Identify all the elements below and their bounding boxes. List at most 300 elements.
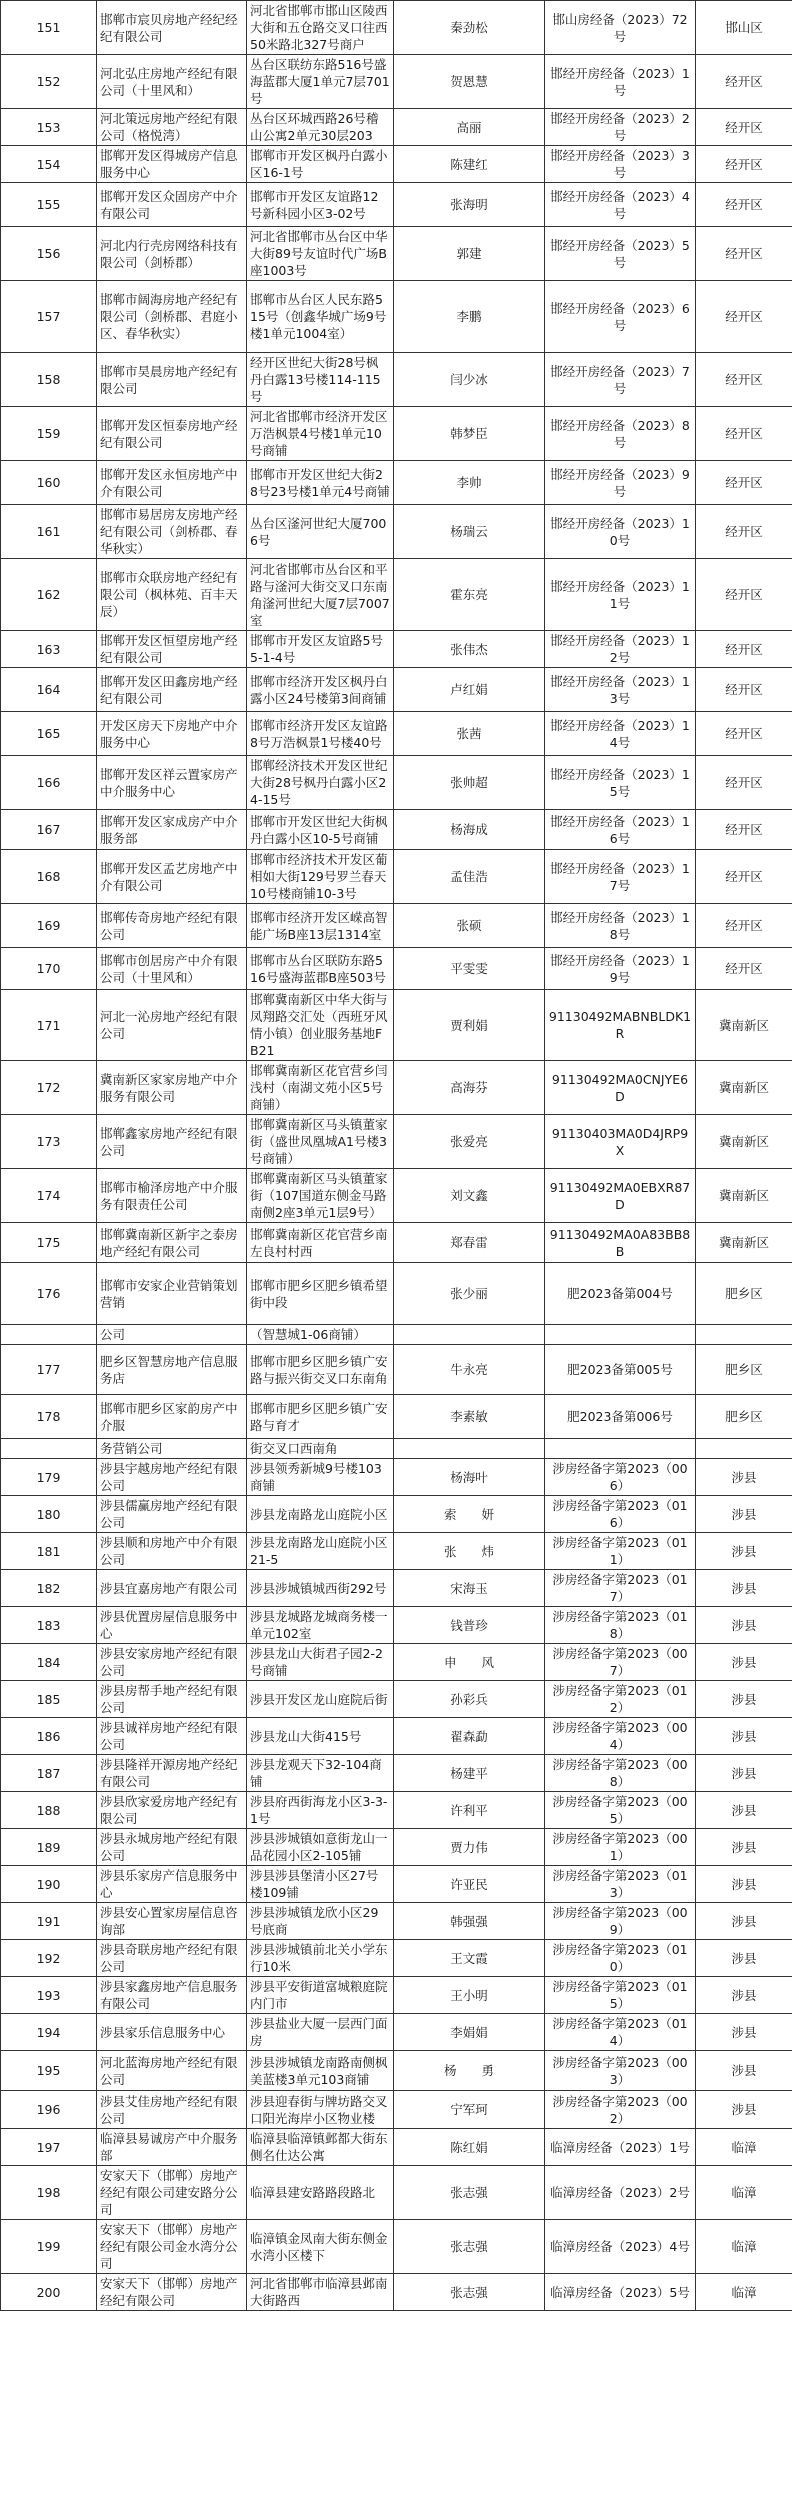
region-cell: 临漳 bbox=[696, 2274, 792, 2311]
table-row bbox=[1, 1395, 792, 1439]
region-cell: 经开区 bbox=[696, 109, 792, 146]
license-number-cell bbox=[545, 1325, 696, 1345]
company-name-cell: 邯郸开发区众固房产中介有限公司 bbox=[97, 183, 247, 227]
address-cell: 河北省邯郸市丛台区中华大街89号友谊时代广场B座1003号 bbox=[247, 227, 394, 281]
region-cell: 冀南新区 bbox=[696, 990, 792, 1061]
address-cell: 邯郸冀南新区花官营乡南左良村村西 bbox=[247, 1223, 394, 1263]
address-cell: 邯郸冀南新区中华大街与凤翔路交汇处（西班牙风情小镇）创业服务基地FB21 bbox=[247, 990, 394, 1061]
license-number-cell: 邯经开房经备（2023）17号 bbox=[545, 850, 696, 904]
region-cell: 肥乡区 bbox=[696, 1395, 792, 1439]
address-cell: 涉县龙南路龙山庭院小区21-5 bbox=[247, 1533, 394, 1570]
region-cell: 经开区 bbox=[696, 948, 792, 990]
address-cell: 邯郸市经济技术开发区葡相如大街129号罗兰春天10号楼商铺10-3号 bbox=[247, 850, 394, 904]
company-name-cell: 涉县乐家房产信息服务中心 bbox=[97, 1866, 247, 1903]
table-row bbox=[1, 227, 792, 281]
record-no-cell: 168 bbox=[1, 850, 97, 904]
region-cell bbox=[696, 1439, 792, 1459]
license-number-cell: 邯经开房经备（2023）19号 bbox=[545, 948, 696, 990]
region-cell: 涉县 bbox=[696, 1792, 792, 1829]
table-row bbox=[1, 1940, 792, 1977]
agent-name-cell: 张志强 bbox=[394, 2274, 545, 2311]
agent-name-cell: 许利平 bbox=[394, 1792, 545, 1829]
license-number-cell: 邯经开房经备（2023）10号 bbox=[545, 505, 696, 559]
table-row bbox=[1, 1681, 792, 1718]
region-cell: 经开区 bbox=[696, 353, 792, 407]
region-cell: 涉县 bbox=[696, 1644, 792, 1681]
company-name-cell: 邯郸市创居房产中介有限公司（十里风和） bbox=[97, 948, 247, 990]
company-name-cell: 公司 bbox=[97, 1325, 247, 1345]
table-row bbox=[1, 2274, 792, 2311]
address-cell: 街交叉口西南角 bbox=[247, 1439, 394, 1459]
address-cell: 涉县涉城镇前北关小学东行10米 bbox=[247, 1940, 394, 1977]
record-no-cell: 171 bbox=[1, 990, 97, 1061]
address-cell: 邯郸市肥乡区肥乡镇广安路与振兴街交叉口东南角 bbox=[247, 1345, 394, 1395]
address-cell: 丛台区滏河世纪大厦7006号 bbox=[247, 505, 394, 559]
region-cell: 涉县 bbox=[696, 1496, 792, 1533]
region-cell: 涉县 bbox=[696, 2051, 792, 2091]
agent-name-cell: 张少丽 bbox=[394, 1263, 545, 1325]
license-number-cell: 邯山房经备（2023）72号 bbox=[545, 1, 696, 55]
agent-name-cell: 申 风 bbox=[394, 1644, 545, 1681]
agent-name-cell: 平雯雯 bbox=[394, 948, 545, 990]
table-row bbox=[1, 407, 792, 461]
agent-name-cell: 王文霞 bbox=[394, 1940, 545, 1977]
license-number-cell: 肥2023备第006号 bbox=[545, 1395, 696, 1439]
agent-name-cell: 李帅 bbox=[394, 461, 545, 505]
record-no-cell: 178 bbox=[1, 1395, 97, 1439]
agent-name-cell: 杨海成 bbox=[394, 810, 545, 850]
record-no-cell bbox=[1, 1439, 97, 1459]
agent-name-cell: 王小明 bbox=[394, 1977, 545, 2014]
agent-name-cell: 孟佳浩 bbox=[394, 850, 545, 904]
agent-name-cell: 高丽 bbox=[394, 109, 545, 146]
address-cell: 邯郸市开发区友谊路5号5-1-4号 bbox=[247, 631, 394, 668]
company-name-cell: 涉县宜嘉房地产有限公司 bbox=[97, 1570, 247, 1607]
address-cell: 邯郸冀南新区马头镇董家街（盛世凤凰城A1号楼3号商铺） bbox=[247, 1115, 394, 1169]
license-number-cell: 邯经开房经备（2023）18号 bbox=[545, 904, 696, 948]
address-cell: 涉县涉城镇城西街292号 bbox=[247, 1570, 394, 1607]
license-number-cell: 邯经开房经备（2023）13号 bbox=[545, 668, 696, 712]
record-no-cell: 200 bbox=[1, 2274, 97, 2311]
table-row bbox=[1, 1169, 792, 1223]
license-number-cell: 邯经开房经备（2023）6号 bbox=[545, 281, 696, 353]
table-row bbox=[1, 559, 792, 631]
record-no-cell: 162 bbox=[1, 559, 97, 631]
agent-name-cell: 索 妍 bbox=[394, 1496, 545, 1533]
agent-name-cell: 张茜 bbox=[394, 712, 545, 756]
company-name-cell: 邯郸市易居房友房地产经纪有限公司（剑桥郡、春华秋实） bbox=[97, 505, 247, 559]
table-row bbox=[1, 1115, 792, 1169]
agent-name-cell: 张爱亮 bbox=[394, 1115, 545, 1169]
region-cell: 经开区 bbox=[696, 281, 792, 353]
company-name-cell: 邯郸市肥乡区家韵房产中介服 bbox=[97, 1395, 247, 1439]
address-cell: （智慧城1-06商铺） bbox=[247, 1325, 394, 1345]
table-row bbox=[1, 2014, 792, 2051]
record-no-cell: 195 bbox=[1, 2051, 97, 2091]
record-no-cell: 154 bbox=[1, 146, 97, 183]
license-number-cell: 91130492MA0A83BB8B bbox=[545, 1223, 696, 1263]
license-number-cell: 临漳房经备（2023）1号 bbox=[545, 2129, 696, 2166]
region-cell: 涉县 bbox=[696, 1829, 792, 1866]
agent-name-cell: 高海芬 bbox=[394, 1061, 545, 1115]
company-name-cell: 涉县奇联房地产经纪有限公司 bbox=[97, 1940, 247, 1977]
record-no-cell: 184 bbox=[1, 1644, 97, 1681]
license-number-cell: 涉房经备字第2023（008） bbox=[545, 1755, 696, 1792]
record-no-cell: 189 bbox=[1, 1829, 97, 1866]
address-cell: 邯郸市经济开发区枫丹白露小区24号楼第3间商铺 bbox=[247, 668, 394, 712]
company-name-cell: 务营销公司 bbox=[97, 1439, 247, 1459]
table-row bbox=[1, 1325, 792, 1345]
record-no-cell: 158 bbox=[1, 353, 97, 407]
company-name-cell: 河北蓝海房地产经纪有限公司 bbox=[97, 2051, 247, 2091]
record-no-cell: 198 bbox=[1, 2166, 97, 2220]
company-name-cell: 河北弘庄房地产经纪有限公司（十里风和） bbox=[97, 55, 247, 109]
agent-name-cell: 贾力伟 bbox=[394, 1829, 545, 1866]
address-cell: 邯郸市经济开发区嵘高智能广场B座13层1314室 bbox=[247, 904, 394, 948]
license-number-cell: 涉房经备字第2023（010） bbox=[545, 1940, 696, 1977]
region-cell: 经开区 bbox=[696, 756, 792, 810]
company-name-cell: 邯郸开发区永恒房地产中介有限公司 bbox=[97, 461, 247, 505]
table-row bbox=[1, 756, 792, 810]
table-row bbox=[1, 1223, 792, 1263]
agent-name-cell: 张伟杰 bbox=[394, 631, 545, 668]
record-no-cell: 197 bbox=[1, 2129, 97, 2166]
address-cell: 涉县龙山大街君子园2-2号商铺 bbox=[247, 1644, 394, 1681]
address-cell: 涉县迎春街与牌坊路交叉口阳光海岸小区物业楼 bbox=[247, 2091, 394, 2129]
table-row bbox=[1, 2129, 792, 2166]
address-cell: 河北省邯郸市经济开发区万浩枫景4号楼1单元10号商铺 bbox=[247, 407, 394, 461]
company-name-cell: 邯郸鑫家房地产经纪有限公司 bbox=[97, 1115, 247, 1169]
company-name-cell: 涉县安心置家房屋信息咨询部 bbox=[97, 1903, 247, 1940]
agent-name-cell: 李娟娟 bbox=[394, 2014, 545, 2051]
table-row bbox=[1, 2166, 792, 2220]
agent-name-cell: 张帅超 bbox=[394, 756, 545, 810]
table-row bbox=[1, 2051, 792, 2091]
record-no-cell: 196 bbox=[1, 2091, 97, 2129]
address-cell: 涉县涉县堡清小区27号楼109铺 bbox=[247, 1866, 394, 1903]
license-number-cell: 涉房经备字第2023（014） bbox=[545, 2014, 696, 2051]
region-cell: 临漳 bbox=[696, 2129, 792, 2166]
region-cell: 经开区 bbox=[696, 183, 792, 227]
license-number-cell: 肥2023备第004号 bbox=[545, 1263, 696, 1325]
record-no-cell: 169 bbox=[1, 904, 97, 948]
record-no-cell: 159 bbox=[1, 407, 97, 461]
company-name-cell: 涉县家乐信息服务中心 bbox=[97, 2014, 247, 2051]
record-no-cell: 180 bbox=[1, 1496, 97, 1533]
agent-name-cell: 韩强强 bbox=[394, 1903, 545, 1940]
address-cell: 邯郸市肥乡区肥乡镇希望街中段 bbox=[247, 1263, 394, 1325]
region-cell: 经开区 bbox=[696, 904, 792, 948]
table-row bbox=[1, 183, 792, 227]
table-row bbox=[1, 904, 792, 948]
table-row bbox=[1, 1829, 792, 1866]
region-cell: 肥乡区 bbox=[696, 1345, 792, 1395]
agent-name-cell: 张 炜 bbox=[394, 1533, 545, 1570]
region-cell: 肥乡区 bbox=[696, 1263, 792, 1325]
address-cell: 涉县龙城路龙城商务楼一单元102室 bbox=[247, 1607, 394, 1644]
license-number-cell: 涉房经备字第2023（016） bbox=[545, 1496, 696, 1533]
agent-name-cell: 杨建平 bbox=[394, 1755, 545, 1792]
table-row bbox=[1, 1755, 792, 1792]
record-no-cell: 165 bbox=[1, 712, 97, 756]
table-row bbox=[1, 2220, 792, 2274]
record-no-cell: 160 bbox=[1, 461, 97, 505]
record-no-cell: 151 bbox=[1, 1, 97, 55]
table-row bbox=[1, 850, 792, 904]
region-cell: 临漳 bbox=[696, 2166, 792, 2220]
agent-name-cell bbox=[394, 1325, 545, 1345]
company-name-cell: 邯郸开发区孟艺房地产中介有限公司 bbox=[97, 850, 247, 904]
region-cell: 涉县 bbox=[696, 1903, 792, 1940]
license-number-cell: 涉房经备字第2023（011） bbox=[545, 1533, 696, 1570]
license-number-cell: 临漳房经备（2023）4号 bbox=[545, 2220, 696, 2274]
address-cell: 邯郸市经济开发区友谊路8号万浩枫景1号楼40号 bbox=[247, 712, 394, 756]
table-row bbox=[1, 461, 792, 505]
company-name-cell: 安家天下（邯郸）房地产经纪有限公司金水湾分公司 bbox=[97, 2220, 247, 2274]
company-name-cell: 邯郸冀南新区新宇之泰房地产经纪有限公司 bbox=[97, 1223, 247, 1263]
region-cell: 经开区 bbox=[696, 810, 792, 850]
company-name-cell: 涉县顺和房地产中介有限公司 bbox=[97, 1533, 247, 1570]
record-no-cell: 174 bbox=[1, 1169, 97, 1223]
address-cell: 涉县龙山大街415号 bbox=[247, 1718, 394, 1755]
company-name-cell: 冀南新区家家房地产中介服务有限公司 bbox=[97, 1061, 247, 1115]
address-cell: 涉县府西街海龙小区3-3-1号 bbox=[247, 1792, 394, 1829]
company-name-cell: 临漳县易诚房产中介服务部 bbox=[97, 2129, 247, 2166]
table-row bbox=[1, 712, 792, 756]
address-cell: 邯郸冀南新区花官营乡闫浅村（南湖文苑小区5号商铺） bbox=[247, 1061, 394, 1115]
record-no-cell: 161 bbox=[1, 505, 97, 559]
address-cell: 临漳县建安路路段路北 bbox=[247, 2166, 394, 2220]
license-number-cell: 涉房经备字第2023（005） bbox=[545, 1792, 696, 1829]
record-no-cell: 191 bbox=[1, 1903, 97, 1940]
record-no-cell bbox=[1, 1325, 97, 1345]
agent-name-cell: 张硕 bbox=[394, 904, 545, 948]
table-row bbox=[1, 948, 792, 990]
record-no-cell: 187 bbox=[1, 1755, 97, 1792]
table-row bbox=[1, 1496, 792, 1533]
license-number-cell: 邯经开房经备（2023）5号 bbox=[545, 227, 696, 281]
record-no-cell: 199 bbox=[1, 2220, 97, 2274]
region-cell: 冀南新区 bbox=[696, 1061, 792, 1115]
address-cell: 河北省邯郸市临漳县邺南大街路西 bbox=[247, 2274, 394, 2311]
record-no-cell: 186 bbox=[1, 1718, 97, 1755]
agent-name-cell: 宋海玉 bbox=[394, 1570, 545, 1607]
record-no-cell: 166 bbox=[1, 756, 97, 810]
license-number-cell: 邯经开房经备（2023）3号 bbox=[545, 146, 696, 183]
record-no-cell: 182 bbox=[1, 1570, 97, 1607]
license-number-cell: 涉房经备字第2023（003） bbox=[545, 2051, 696, 2091]
record-no-cell: 156 bbox=[1, 227, 97, 281]
table-row bbox=[1, 1607, 792, 1644]
region-cell: 经开区 bbox=[696, 668, 792, 712]
company-name-cell: 涉县安家房地产经纪有限公司 bbox=[97, 1644, 247, 1681]
agent-name-cell: 杨瑞云 bbox=[394, 505, 545, 559]
table-row bbox=[1, 1, 792, 55]
company-name-cell: 邯郸市众联房地产经纪有限公司（枫林苑、百丰天辰） bbox=[97, 559, 247, 631]
company-name-cell: 邯郸开发区田鑫房地产经纪有限公司 bbox=[97, 668, 247, 712]
license-number-cell: 邯经开房经备（2023）14号 bbox=[545, 712, 696, 756]
record-no-cell: 177 bbox=[1, 1345, 97, 1395]
license-number-cell: 91130492MA0EBXR87D bbox=[545, 1169, 696, 1223]
agent-name-cell: 秦劲松 bbox=[394, 1, 545, 55]
address-cell: 邯郸市开发区世纪大街枫丹白露小区10-5号商铺 bbox=[247, 810, 394, 850]
region-cell: 经开区 bbox=[696, 631, 792, 668]
address-cell: 临漳县临漳镇邺都大街东侧名仕达公寓 bbox=[247, 2129, 394, 2166]
region-cell: 涉县 bbox=[696, 2091, 792, 2129]
record-no-cell: 152 bbox=[1, 55, 97, 109]
license-number-cell: 涉房经备字第2023（015） bbox=[545, 1977, 696, 2014]
company-name-cell: 安家天下（邯郸）房地产经纪有限公司建安路分公司 bbox=[97, 2166, 247, 2220]
license-number-cell: 涉房经备字第2023（004） bbox=[545, 1718, 696, 1755]
table-row bbox=[1, 1345, 792, 1395]
license-number-cell: 涉房经备字第2023（012） bbox=[545, 1681, 696, 1718]
agent-name-cell: 卢红娟 bbox=[394, 668, 545, 712]
agent-name-cell: 韩梦臣 bbox=[394, 407, 545, 461]
company-name-cell: 涉县优置房屋信息服务中心 bbox=[97, 1607, 247, 1644]
agent-name-cell: 霍东亮 bbox=[394, 559, 545, 631]
record-no-cell: 173 bbox=[1, 1115, 97, 1169]
region-cell: 冀南新区 bbox=[696, 1169, 792, 1223]
license-number-cell: 涉房经备字第2023（017） bbox=[545, 1570, 696, 1607]
agent-name-cell: 闫少冰 bbox=[394, 353, 545, 407]
company-name-cell: 涉县欣家爱房地产经纪有限公司 bbox=[97, 1792, 247, 1829]
address-cell: 涉县盐业大厦一层西门面房 bbox=[247, 2014, 394, 2051]
address-cell: 涉县开发区龙山庭院后街 bbox=[247, 1681, 394, 1718]
company-name-cell: 邯郸开发区祥云置家房产中介服务中心 bbox=[97, 756, 247, 810]
address-cell: 邯郸经济技术开发区世纪大街28号枫丹白露小区24-15号 bbox=[247, 756, 394, 810]
region-cell bbox=[696, 1325, 792, 1345]
company-name-cell: 涉县房帮手地产经纪有限公司 bbox=[97, 1681, 247, 1718]
company-name-cell: 邯郸市安家企业营销策划营销 bbox=[97, 1263, 247, 1325]
record-no-cell: 157 bbox=[1, 281, 97, 353]
address-cell: 邯郸市丛台区联防东路516号盛海蓝郡B座503号 bbox=[247, 948, 394, 990]
company-name-cell: 涉县家鑫房地产信息服务有限公司 bbox=[97, 1977, 247, 2014]
table-row bbox=[1, 1459, 792, 1496]
record-no-cell: 190 bbox=[1, 1866, 97, 1903]
table-row bbox=[1, 1061, 792, 1115]
region-cell: 冀南新区 bbox=[696, 1115, 792, 1169]
license-number-cell: 91130492MA0CNJYE6D bbox=[545, 1061, 696, 1115]
table-row bbox=[1, 1718, 792, 1755]
address-cell: 邯郸市开发区枫丹白露小区16-1号 bbox=[247, 146, 394, 183]
company-name-cell: 涉县儒赢房地产经纪有限公司 bbox=[97, 1496, 247, 1533]
table-row bbox=[1, 1792, 792, 1829]
record-no-cell: 163 bbox=[1, 631, 97, 668]
region-cell: 临漳 bbox=[696, 2220, 792, 2274]
company-name-cell: 邯郸市阔海房地产经纪有限公司（剑桥郡、君庭小区、春华秋实） bbox=[97, 281, 247, 353]
license-number-cell: 邯经开房经备（2023）8号 bbox=[545, 407, 696, 461]
agent-name-cell: 张志强 bbox=[394, 2166, 545, 2220]
license-number-cell: 91130492MABNBLDK1R bbox=[545, 990, 696, 1061]
agent-name-cell: 宁军珂 bbox=[394, 2091, 545, 2129]
table-row bbox=[1, 55, 792, 109]
agent-name-cell: 钱普珍 bbox=[394, 1607, 545, 1644]
region-cell: 涉县 bbox=[696, 1940, 792, 1977]
company-name-cell: 邯郸传奇房地产经纪有限公司 bbox=[97, 904, 247, 948]
agent-name-cell: 杨 勇 bbox=[394, 2051, 545, 2091]
table-row bbox=[1, 990, 792, 1061]
record-no-cell: 172 bbox=[1, 1061, 97, 1115]
region-cell: 经开区 bbox=[696, 227, 792, 281]
address-cell: 邯郸市开发区友谊路12号新科园小区3-02号 bbox=[247, 183, 394, 227]
agent-name-cell: 牛永亮 bbox=[394, 1345, 545, 1395]
company-name-cell: 邯郸市昊晨房地产经纪有限公司 bbox=[97, 353, 247, 407]
agent-name-cell: 李鹏 bbox=[394, 281, 545, 353]
agent-name-cell: 郭建 bbox=[394, 227, 545, 281]
license-number-cell: 临漳房经备（2023）5号 bbox=[545, 2274, 696, 2311]
license-number-cell: 邯经开房经备（2023）11号 bbox=[545, 559, 696, 631]
agent-name-cell: 贺恩慧 bbox=[394, 55, 545, 109]
table-row bbox=[1, 2091, 792, 2129]
agent-name-cell: 刘文鑫 bbox=[394, 1169, 545, 1223]
license-number-cell: 涉房经备字第2023（002） bbox=[545, 2091, 696, 2129]
company-name-cell: 邯郸市榆泽房地产中介服务有限责任公司 bbox=[97, 1169, 247, 1223]
region-cell: 涉县 bbox=[696, 1570, 792, 1607]
address-cell: 经开区世纪大街28号枫丹白露13号楼114-115号 bbox=[247, 353, 394, 407]
company-name-cell: 邯郸开发区家成房产中介服务部 bbox=[97, 810, 247, 850]
table-row bbox=[1, 1866, 792, 1903]
region-cell: 经开区 bbox=[696, 712, 792, 756]
address-cell: 邯郸冀南新区马头镇董家街（107国道东侧金马路南侧2座3单元1层9号） bbox=[247, 1169, 394, 1223]
agent-name-cell: 许亚民 bbox=[394, 1866, 545, 1903]
address-cell: 邯郸市开发区世纪大街28号23号楼1单元4号商铺 bbox=[247, 461, 394, 505]
region-cell: 涉县 bbox=[696, 1977, 792, 2014]
license-number-cell: 肥2023备第005号 bbox=[545, 1345, 696, 1395]
company-name-cell: 涉县永城房地产经纪有限公司 bbox=[97, 1829, 247, 1866]
record-no-cell: 179 bbox=[1, 1459, 97, 1496]
company-name-cell: 邯郸开发区恒泰房地产经纪有限公司 bbox=[97, 407, 247, 461]
record-no-cell: 167 bbox=[1, 810, 97, 850]
address-cell: 邯郸市肥乡区肥乡镇广安路与育才 bbox=[247, 1395, 394, 1439]
license-number-cell: 涉房经备字第2023（018） bbox=[545, 1607, 696, 1644]
company-name-cell: 河北策远房地产经纪有限公司（格悦湾） bbox=[97, 109, 247, 146]
license-number-cell: 涉房经备字第2023（007） bbox=[545, 1644, 696, 1681]
record-no-cell: 153 bbox=[1, 109, 97, 146]
table-row bbox=[1, 353, 792, 407]
agent-name-cell bbox=[394, 1439, 545, 1459]
region-cell: 经开区 bbox=[696, 146, 792, 183]
company-name-cell: 河北内行壳房网络科技有限公司（剑桥郡） bbox=[97, 227, 247, 281]
record-no-cell: 155 bbox=[1, 183, 97, 227]
table-row bbox=[1, 1903, 792, 1940]
region-cell: 涉县 bbox=[696, 1459, 792, 1496]
region-cell: 经开区 bbox=[696, 55, 792, 109]
company-name-cell: 涉县隆祥开源房地产经纪有限公司 bbox=[97, 1755, 247, 1792]
table-row bbox=[1, 109, 792, 146]
company-name-cell: 安家天下（邯郸）房地产经纪有限公司 bbox=[97, 2274, 247, 2311]
table-row bbox=[1, 281, 792, 353]
region-cell: 涉县 bbox=[696, 1607, 792, 1644]
table-row bbox=[1, 1570, 792, 1607]
region-cell: 邯山区 bbox=[696, 1, 792, 55]
agent-name-cell: 杨海叶 bbox=[394, 1459, 545, 1496]
agent-name-cell: 陈建红 bbox=[394, 146, 545, 183]
record-no-cell: 181 bbox=[1, 1533, 97, 1570]
record-no-cell: 188 bbox=[1, 1792, 97, 1829]
region-cell: 冀南新区 bbox=[696, 1223, 792, 1263]
agent-name-cell: 陈红娟 bbox=[394, 2129, 545, 2166]
license-number-cell: 邯经开房经备（2023）15号 bbox=[545, 756, 696, 810]
license-number-cell: 邯经开房经备（2023）9号 bbox=[545, 461, 696, 505]
address-cell: 河北省邯郸市邯山区陵西大街和五仓路交叉口往西50米路北327号商户 bbox=[247, 1, 394, 55]
region-cell: 经开区 bbox=[696, 407, 792, 461]
table-row bbox=[1, 1533, 792, 1570]
record-no-cell: 194 bbox=[1, 2014, 97, 2051]
license-number-cell: 涉房经备字第2023（006） bbox=[545, 1459, 696, 1496]
company-name-cell: 涉县诚祥房地产经纪有限公司 bbox=[97, 1718, 247, 1755]
license-number-cell: 邯经开房经备（2023）1号 bbox=[545, 55, 696, 109]
agent-name-cell: 张海明 bbox=[394, 183, 545, 227]
